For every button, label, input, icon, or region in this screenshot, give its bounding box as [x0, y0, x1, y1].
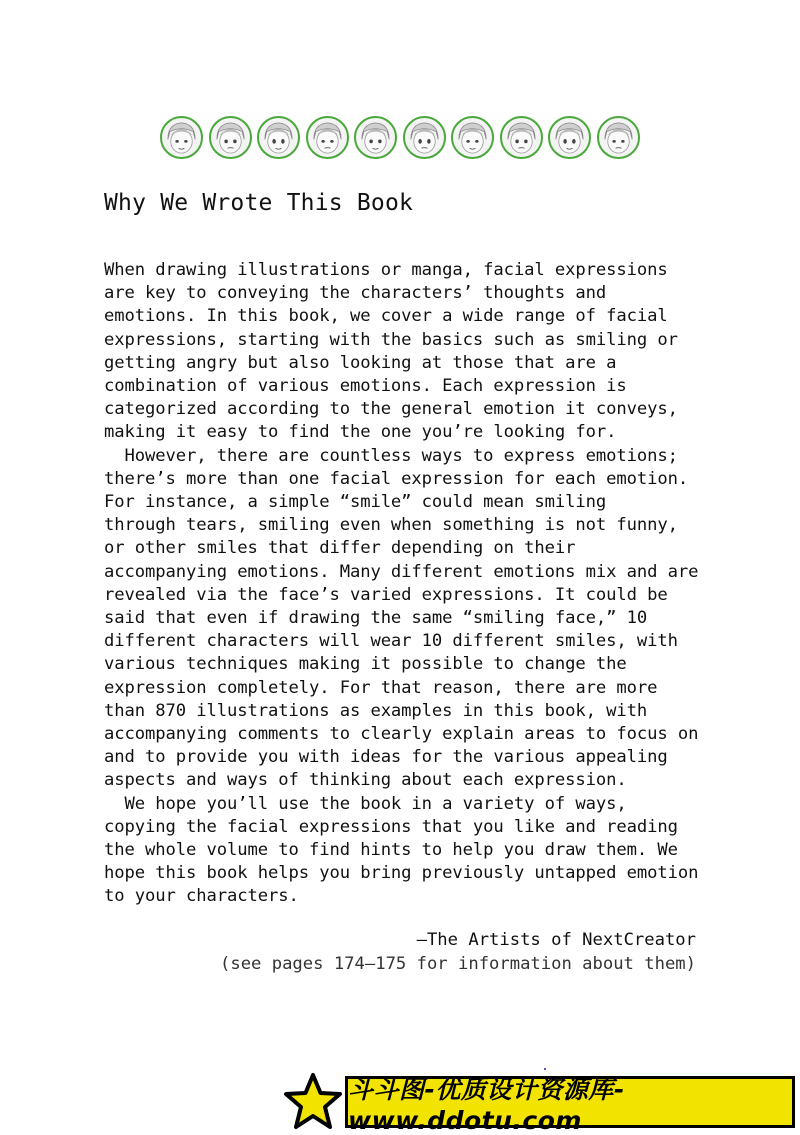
- body-line: categorized according to the general emotion it conveys,: [104, 399, 678, 420]
- signature: —The Artists of NextCreator: [416, 930, 696, 950]
- body-line: expression completely. For that reason, there are more: [104, 677, 658, 698]
- watermark-banner: 斗斗图-优质设计资源库-www.ddotu.com: [345, 1076, 795, 1128]
- character-face-icon: [354, 116, 397, 159]
- body-line: accompanying emotions. Many different emotions mix and are: [104, 561, 699, 582]
- body-line: through tears, smiling even when something is not funny,: [104, 515, 678, 536]
- body-line: are key to conveying the characters’ thoughts and: [104, 283, 607, 304]
- body-line: For instance, a simple “smile” could mean smiling: [104, 492, 607, 513]
- character-face-icon: [500, 116, 543, 159]
- body-line: different characters will wear 10 different smiles, with: [104, 631, 678, 652]
- body-line: expressions, starting with the basics such as smiling or: [104, 329, 678, 350]
- body-line: emotions. In this book, we cover a wide range of facial: [104, 306, 668, 327]
- body-line: to your characters.: [104, 886, 299, 907]
- body-line: accompanying comments to clearly explain areas to focus on: [104, 724, 699, 745]
- page-title: Why We Wrote This Book: [104, 190, 414, 216]
- character-face-icon: [209, 116, 252, 159]
- body-line: When drawing illustrations or manga, facial expressions: [104, 260, 668, 280]
- character-faces-row: [160, 116, 640, 164]
- body-line: hope this book helps you bring previously untapped emotion: [104, 863, 699, 884]
- body-line: copying the facial expressions that you like and reading: [104, 816, 678, 837]
- body-line: said that even if drawing the same “smiling face,” 10: [104, 608, 648, 629]
- body-text: [104, 259, 704, 909]
- character-face-icon: [257, 116, 300, 159]
- character-face-icon: [306, 116, 349, 159]
- signature-note: (see pages 174–175 for information about them): [220, 954, 696, 974]
- body-line: and to provide you with ideas for the various appealing: [104, 747, 668, 768]
- body-line: there’s more than one facial expression for each emotion.: [104, 468, 689, 489]
- body-line: or other smiles that differ depending on their: [104, 538, 576, 559]
- character-face-icon: [548, 116, 591, 159]
- body-line: the whole volume to find hints to help you draw them. We: [104, 840, 678, 861]
- star-icon: [282, 1072, 344, 1132]
- body-line: combination of various emotions. Each expression is: [104, 376, 627, 397]
- character-face-icon: [403, 116, 446, 159]
- body-line: getting angry but also looking at those that are a: [104, 352, 617, 373]
- body-line: revealed via the face’s varied expressions. It could be: [104, 584, 668, 605]
- body-line: various techniques making it possible to change the: [104, 654, 627, 675]
- body-line: However, there are countless ways to express emotions;: [104, 445, 678, 466]
- body-line: aspects and ways of thinking about each expression.: [104, 770, 627, 791]
- body-line: making it easy to find the one you’re looking for.: [104, 422, 617, 443]
- character-face-icon: [451, 116, 494, 159]
- body-line: than 870 illustrations as examples in this book, with: [104, 700, 648, 721]
- character-face-icon: [597, 116, 640, 159]
- character-face-icon: [160, 116, 203, 159]
- body-line: We hope you’ll use the book in a variety of ways,: [104, 793, 627, 814]
